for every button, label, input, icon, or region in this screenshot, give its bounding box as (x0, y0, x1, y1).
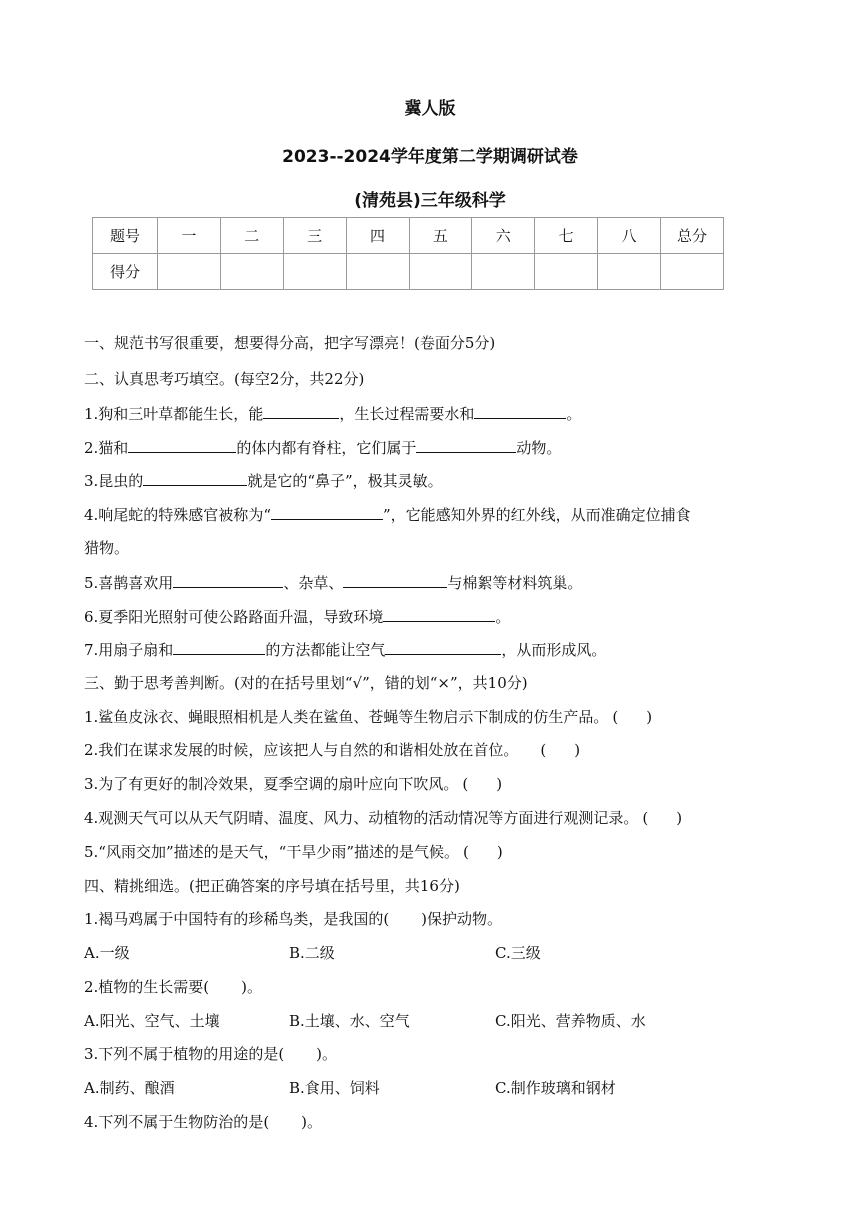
table-cell: 一 (158, 218, 221, 254)
option-c: C.制作玻璃和钢材 (495, 1079, 616, 1097)
table-cell: 得分 (93, 254, 158, 290)
choice-options (84, 1078, 616, 1098)
choice-question-2: 2.植物的生长需要( )。 (84, 978, 263, 996)
score-entry-cell[interactable] (598, 254, 661, 290)
section4-heading: 四、精挑细选。(把正确答案的序号填在括号里，共16分) (84, 877, 460, 895)
answer-paren[interactable]: ( ) (462, 775, 503, 793)
option-b: B.食用、饲料 (289, 1079, 380, 1097)
choice-question-4: 4.下列不属于生物防治的是( )。 (84, 1113, 323, 1131)
score-entry-cell[interactable] (283, 254, 346, 290)
option-b: B.二级 (289, 944, 335, 962)
answer-paren[interactable]: ( ) (612, 708, 653, 726)
score-table (92, 217, 724, 290)
choice-question-1: 1.褐马鸡属于中国特有的珍稀鸟类，是我国的( )保护动物。 (84, 910, 503, 928)
answer-blank[interactable] (383, 606, 495, 622)
table-cell: 三 (283, 218, 346, 254)
judgment-item: 3.为了有更好的制冷效果，夏季空调的扇叶应向下吹风。 ( ) (84, 775, 503, 793)
exam-subtitle: (清苑县)三年级科学 (354, 191, 506, 211)
judgment-item: 5.“风雨交加”描述的是天气，“干旱少雨”描述的是气候。 ( ) (84, 843, 503, 861)
answer-blank[interactable] (271, 504, 383, 520)
option-b: B.土壤、水、空气 (289, 1012, 410, 1030)
question-2-5: 5.喜鹊喜欢用 、杂草、 与棉絮等材料筑巢。 (84, 574, 583, 592)
table-cell: 二 (220, 218, 283, 254)
table-cell: 总分 (661, 218, 724, 254)
answer-blank[interactable] (173, 572, 283, 588)
question-2-1: 1.狗和三叶草都能生长，能 ，生长过程需要水和 。 (84, 405, 582, 423)
answer-blank[interactable] (128, 437, 236, 453)
choice-options (84, 943, 541, 963)
option-a: A.阳光、空气、土壤 (84, 1012, 220, 1030)
option-a: A.制药、酿酒 (84, 1079, 175, 1097)
table-cell: 四 (346, 218, 409, 254)
answer-paren[interactable]: ( ) (463, 843, 503, 861)
answer-blank[interactable] (343, 572, 447, 588)
question-2-3: 3.昆虫的 就是它的“鼻子”，极其灵敏。 (84, 472, 443, 490)
answer-paren[interactable]: ( ) (540, 741, 581, 759)
choice-options (84, 1011, 646, 1031)
section2-heading: 二、认真思考巧填空。(每空2分，共22分) (84, 370, 365, 388)
answer-blank[interactable] (173, 639, 265, 655)
score-table-header-row (93, 218, 724, 254)
score-entry-cell[interactable] (346, 254, 409, 290)
judgment-item: 2.我们在谋求发展的时候，应该把人与自然的和谐相处放在首位。 ( ) (84, 741, 581, 759)
score-entry-cell[interactable] (472, 254, 535, 290)
question-2-4-continued: 猎物。 (84, 539, 130, 557)
score-entry-cell[interactable] (661, 254, 724, 290)
option-c: C.阳光、营养物质、水 (495, 1012, 646, 1030)
question-2-4: 4.响尾蛇的特殊感官被称为“ ”，它能感知外界的红外线，从而准确定位捕食 (84, 506, 691, 524)
score-entry-cell[interactable] (158, 254, 221, 290)
question-2-7: 7.用扇子扇和 的方法都能让空气 ，从而形成风。 (84, 641, 607, 659)
table-cell: 题号 (93, 218, 158, 254)
table-cell: 五 (409, 218, 472, 254)
exam-title: 2023--2024学年度第二学期调研试卷 (282, 147, 578, 167)
table-cell: 八 (598, 218, 661, 254)
table-cell: 六 (472, 218, 535, 254)
judgment-item: 4.观测天气可以从天气阴晴、温度、风力、动植物的活动情况等方面进行观测记录。 ( ) (84, 809, 683, 827)
judgment-item: 1.鲨鱼皮泳衣、蝇眼照相机是人类在鲨鱼、苍蝇等生物启示下制成的仿生产品。 ( ) (84, 708, 653, 726)
publisher-title: 冀人版 (404, 99, 456, 119)
section3-heading: 三、勤于思考善判断。(对的在括号里划“√”，错的划“×”，共10分) (84, 674, 528, 692)
score-entry-cell[interactable] (535, 254, 598, 290)
option-c: C.三级 (495, 944, 541, 962)
choice-question-3: 3.下列不属于植物的用途的是( )。 (84, 1045, 338, 1063)
score-entry-cell[interactable] (220, 254, 283, 290)
question-2-6: 6.夏季阳光照射可使公路路面升温，导致环境 。 (84, 608, 511, 626)
answer-blank[interactable] (263, 403, 339, 419)
option-a: A.一级 (84, 944, 130, 962)
answer-blank[interactable] (143, 470, 247, 486)
answer-blank[interactable] (474, 403, 566, 419)
answer-paren[interactable]: ( ) (642, 809, 683, 827)
section1-heading: 一、规范书写很重要，想要得分高，把字写漂亮！(卷面分5分) (84, 334, 496, 352)
score-table-score-row (93, 254, 724, 290)
question-2-2: 2.猫和 的体内都有脊柱，它们属于 动物。 (84, 439, 562, 457)
table-cell: 七 (535, 218, 598, 254)
answer-blank[interactable] (416, 437, 516, 453)
score-entry-cell[interactable] (409, 254, 472, 290)
answer-blank[interactable] (385, 639, 501, 655)
